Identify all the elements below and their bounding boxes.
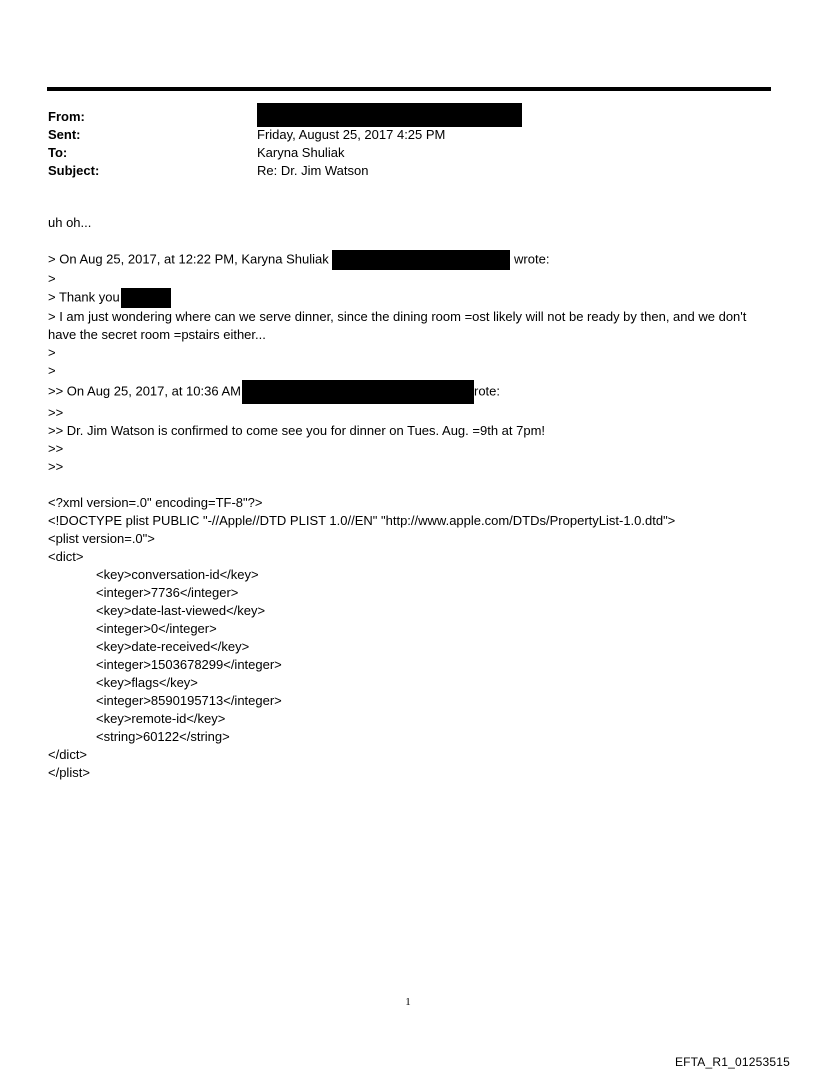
plist-open-tag: <plist version=.0"> bbox=[48, 531, 155, 546]
confirmed-line: >> Dr. Jim Watson is confirmed to come see you for dinner on Tues. Aug. =9th at 7pm! bbox=[48, 423, 546, 438]
email-header bbox=[48, 108, 748, 180]
quote-line: >> bbox=[48, 459, 64, 474]
email-body bbox=[48, 214, 768, 782]
thank-you-line bbox=[48, 288, 768, 308]
plist-entry: <integer>7736</integer> bbox=[96, 585, 239, 600]
redaction-box bbox=[121, 288, 171, 308]
quote-header-2 bbox=[48, 380, 768, 404]
quote-header-1-suffix: wrote: bbox=[514, 251, 550, 267]
quote-line: > bbox=[48, 363, 56, 378]
to-label: To: bbox=[48, 145, 68, 160]
quote-header-2-prefix: >> On Aug 25, 2017, at 10:36 AM bbox=[48, 383, 241, 399]
blank-line bbox=[48, 232, 768, 250]
redaction-box bbox=[242, 380, 474, 404]
top-rule bbox=[47, 87, 771, 91]
plist-entry: <key>date-last-viewed</key> bbox=[96, 603, 266, 618]
dict-open-tag: <dict> bbox=[48, 549, 84, 564]
plist-entry: <integer>1503678299</integer> bbox=[96, 657, 282, 672]
quote-header-2-suffix: rote: bbox=[473, 383, 500, 399]
subject-value: Re: Dr. Jim Watson bbox=[257, 163, 369, 178]
quote-line: >> bbox=[48, 441, 64, 456]
subject-row bbox=[48, 162, 748, 180]
doctype-line: <!DOCTYPE plist PUBLIC "-//Apple//DTD PLIST 1.0//EN" "http://www.apple.com/DTDs/PropertyList-1.0.dtd"> bbox=[48, 513, 676, 528]
sent-row bbox=[48, 126, 748, 144]
plist-close-tag: </plist> bbox=[48, 765, 90, 780]
blank-line bbox=[48, 476, 768, 494]
to-row bbox=[48, 144, 748, 162]
redaction-box bbox=[332, 250, 510, 270]
from-label: From: bbox=[48, 109, 85, 124]
thank-you-text: > Thank you bbox=[48, 289, 120, 305]
plist-entry: <key>date-received</key> bbox=[96, 639, 250, 654]
redaction-box bbox=[257, 103, 522, 127]
dict-close-tag: </dict> bbox=[48, 747, 88, 762]
quote-header-1-prefix: > On Aug 25, 2017, at 12:22 PM, Karyna Shuliak bbox=[48, 251, 329, 267]
page-number: 1 bbox=[405, 996, 411, 1008]
reply-line: uh oh... bbox=[48, 215, 92, 230]
plist-entry: <integer>0</integer> bbox=[96, 621, 217, 636]
quote-line: > bbox=[48, 271, 56, 286]
quote-header-1 bbox=[48, 250, 768, 270]
quote-line: >> bbox=[48, 405, 64, 420]
plist-entry: <integer>8590195713</integer> bbox=[96, 693, 282, 708]
from-value bbox=[257, 108, 522, 127]
quote-line: > bbox=[48, 345, 56, 360]
xml-declaration: <?xml version=.0" encoding=TF-8"?> bbox=[48, 495, 263, 510]
plist-entry: <key>conversation-id</key> bbox=[96, 567, 259, 582]
sent-value: Friday, August 25, 2017 4:25 PM bbox=[257, 127, 446, 142]
sent-label: Sent: bbox=[48, 127, 81, 142]
plist-entry: <key>flags</key> bbox=[96, 675, 198, 690]
plist-entry: <string>60122</string> bbox=[96, 729, 230, 744]
plist-entry: <key>remote-id</key> bbox=[96, 711, 226, 726]
subject-label: Subject: bbox=[48, 163, 100, 178]
from-row bbox=[48, 108, 748, 126]
bates-number: EFTA_R1_01253515 bbox=[674, 1055, 790, 1069]
wondering-line: > I am just wondering where can we serve dinner, since the dining room =ost likely will not be ready by then, and we don't have the secret room =pstairs either... bbox=[48, 309, 750, 342]
to-value: Karyna Shuliak bbox=[257, 145, 345, 160]
